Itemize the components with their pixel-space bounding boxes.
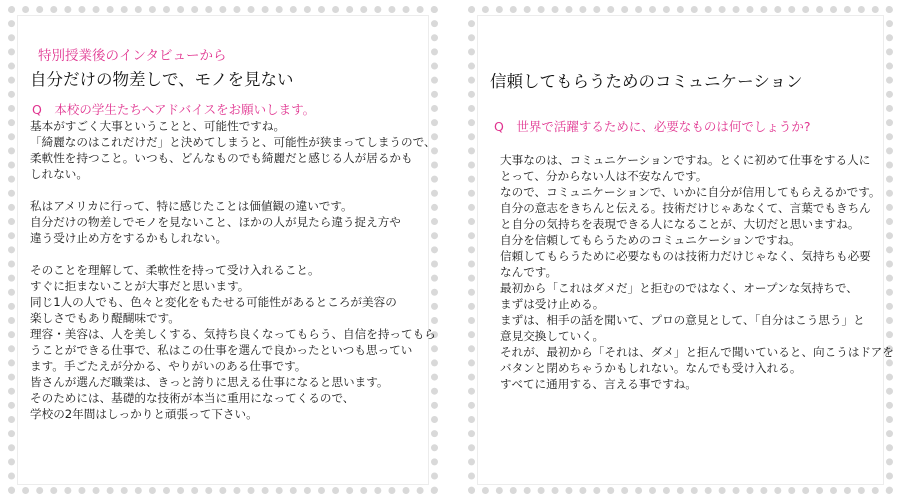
answer-line	[30, 182, 436, 198]
answer-line: ます。手ごたえが分かる、やりがいのある仕事です。	[30, 359, 307, 373]
right-panel-question: Q 世界で活躍するために、必要なものは何でしょうか?	[494, 119, 811, 134]
answer-line: 信頼してもらうために必要なものは技術力だけじゃなく、気持ちも必要	[500, 249, 871, 263]
answer-line: バタンと閉めちゃうかもしれない。なんでも受け入れる。	[500, 361, 802, 375]
answer-line: 同じ1人の人でも、色々と変化をもたせる可能性があるところが美容の	[30, 295, 397, 309]
answer-line: とって、分からない人は不安なんです。	[500, 169, 708, 183]
right-panel-title: 信頼してもらうためのコミュニケーション	[490, 72, 803, 91]
answer-line: 最初から「これはダメだ」と拒むのではなく、オープンな気持ちで、	[500, 281, 858, 295]
right-interview-panel	[468, 6, 893, 494]
answer-line: 私はアメリカに行って、特に感じたことは価値観の違いです。	[30, 199, 353, 213]
answer-line: すぐに拒まないことが大事だと思います。	[30, 279, 250, 293]
answer-line: 自分の意志をきちんと伝える。技術だけじゃあなくて、言葉でもきちん	[500, 201, 871, 215]
answer-line: まずは受け止める。	[500, 297, 605, 311]
answer-line: 自分だけの物差しでモノを見ないこと、ほかの人が見たら違う捉え方や	[30, 215, 401, 229]
answer-line: 楽しさでもあり醍醐味です。	[30, 311, 180, 325]
answer-line: それが、最初から「それは、ダメ」と拒んで聞いていると、向こうはドアを	[500, 345, 894, 359]
right-panel-answer	[500, 152, 894, 392]
answer-line: すべてに通用する、言える事ですね。	[500, 377, 697, 391]
left-interview-panel	[8, 6, 438, 494]
left-panel-question: Q 本校の学生たちへアドバイスをお願いします。	[32, 102, 316, 117]
answer-line: 意見交換していく。	[500, 329, 605, 343]
left-panel-content	[30, 6, 436, 494]
answer-line: と自分の気持ちを表現できる人になることが、大切だと思いますね。	[500, 217, 860, 231]
right-panel-content	[490, 6, 894, 494]
answer-line: 違う受け止め方をするかもしれない。	[30, 231, 228, 245]
left-panel-title: 自分だけの物差しで、モノを見ない	[30, 70, 294, 89]
answer-line: 基本がすごく大事ということと、可能性ですね。	[30, 119, 286, 133]
left-panel-answer	[30, 118, 436, 422]
answer-line: 大事なのは、コミュニケーションですね。とくに初めて仕事をする人に	[500, 153, 871, 167]
answer-line	[30, 246, 436, 262]
answer-line: 柔軟性を持つこと。いつも、どんなものでも綺麗だと感じる人が居るかも	[30, 151, 413, 165]
answer-line: 学校の2年間はしっかりと頑張って下さい。	[30, 407, 258, 421]
answer-line: そのことを理解して、柔軟性を持って受け入れること。	[30, 263, 320, 277]
answer-line: 自分を信頼してもらうためのコミュニケーションですね。	[500, 233, 801, 247]
interview-eyebrow: 特別授業後のインタビューから	[38, 48, 227, 64]
answer-line: そのためには、基礎的な技術が本当に重用になってくるので、	[30, 391, 355, 405]
answer-line: うことができる仕事で、私はこの仕事を選んで良かったといつも思ってい	[30, 343, 413, 357]
answer-line: なんです。	[500, 265, 558, 279]
answer-line: 「綺麗なのはこれだけだ」と決めてしまうと、可能性が狭まってしまうので、	[30, 135, 436, 149]
answer-line: なので、コミュニケーションで、いかに自分が信用してもらえるかです。	[500, 185, 881, 199]
answer-line: しれない。	[30, 167, 88, 181]
answer-line: 皆さんが選んだ職業は、きっと誇りに思える仕事になると思います。	[30, 375, 389, 389]
answer-line: まずは、相手の話を聞いて、プロの意見として、「自分はこう思う」と	[500, 313, 865, 327]
answer-line: 理容・美容は、人を美しくする、気持ち良くなってもらう、自信を持ってもら	[30, 327, 436, 341]
